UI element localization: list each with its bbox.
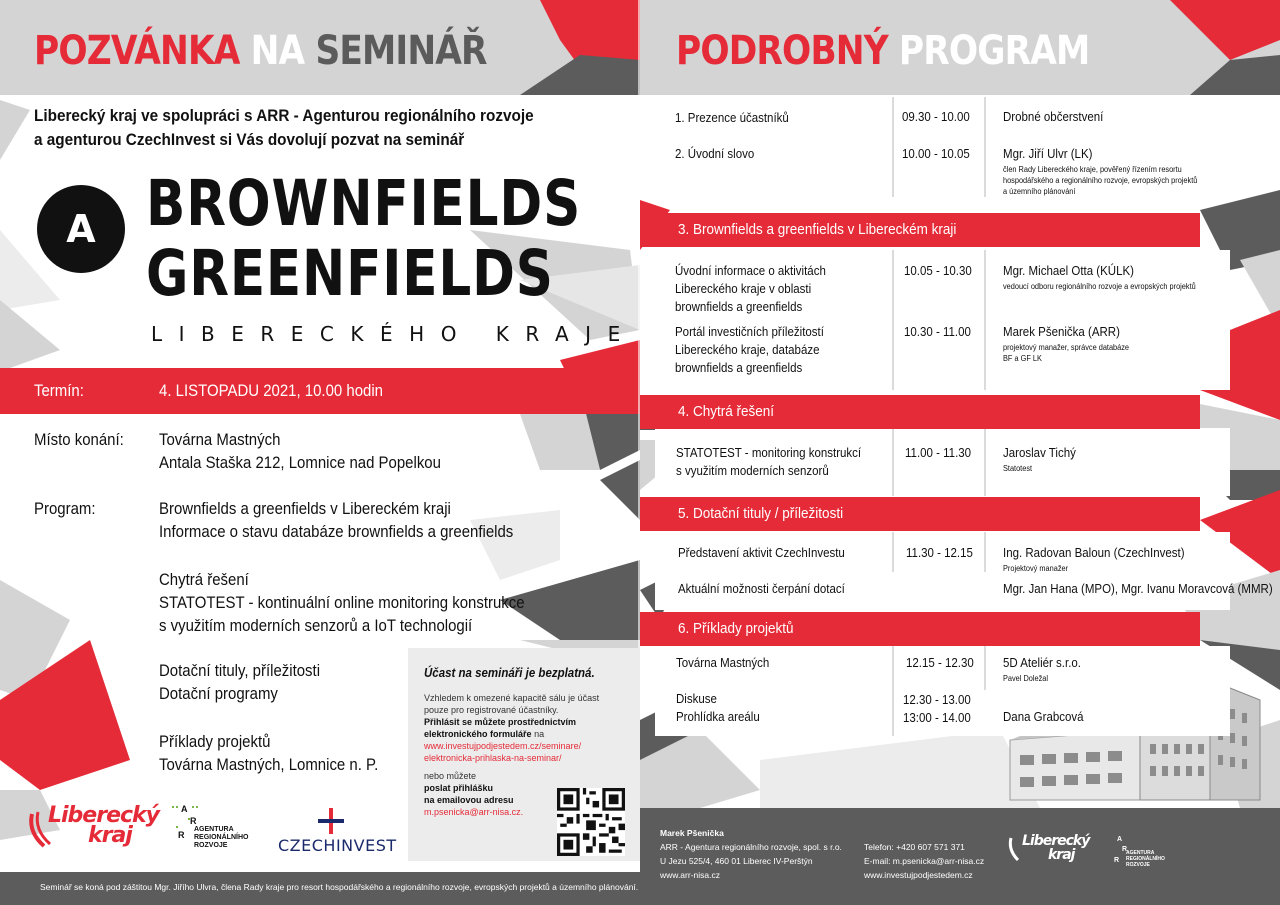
venue-name: Továrna Mastných (159, 430, 281, 449)
program-topic: Aktuální možnosti čerpání dotací (678, 582, 845, 596)
footer-contact-right: Telefon: +420 607 571 371 E-mail: m.psenicka@arr-nisa.cz www.investujpodjestedem.cz (864, 842, 985, 880)
logo-arr-line: REGIONÁLNÍHO (194, 834, 249, 841)
program-label: Program: (34, 499, 96, 518)
svg-text:A: A (181, 804, 188, 814)
program-topic: Továrna Mastných (676, 656, 770, 670)
section-bar-4: 4. Chytrá řešení (640, 395, 1200, 429)
intro-line: a agenturou CzechInvest si Vás dovolují pozvat na seminář (34, 130, 465, 149)
registration-title: Účast na semináři je bezplatná. (424, 666, 595, 680)
registration-line: elektronického formuláře (424, 729, 532, 739)
logo-arr-line: ROZVOJE (194, 842, 228, 849)
svg-text:A: A (1117, 836, 1123, 843)
program-item-line: Informace o stavu databáze brownfields a greenfields (159, 522, 514, 541)
logo-arr (172, 804, 249, 849)
program-speaker: Marek Pšenička (ARR) projektový manažer, správce databáze BF a GF LK (1003, 325, 1130, 363)
program-speaker: Mgr. Jiří Ulvr (LK) člen Rady Libereckého kraje, pověřený řízením resortu hospodářského a regionálního rozvoje, evropských projektů a územního plánování (1003, 147, 1198, 196)
badge-circle (37, 185, 125, 273)
program-time: 11.30 - 12.15 (906, 546, 973, 560)
registration-email-link[interactable]: m.psenicka@arr-nisa.cz. (424, 807, 524, 817)
header-word-1: POZVÁNKA (34, 28, 240, 74)
program-item (159, 497, 513, 543)
footer-logo-arr: A R R AGENTURA REGIONÁLNÍHO ROZVOJE (1110, 834, 1132, 871)
svg-text:R: R (178, 830, 185, 840)
program-speaker: 5D Ateliér s.r.o. Pavel Doležal (1003, 656, 1081, 683)
program-time: 10.00 - 10.05 (902, 147, 970, 161)
program-topic: Portál investičních příležitostí Libereckého kraje, databáze brownfields a greenfields (675, 325, 824, 375)
venue-label: Místo konání: (34, 430, 124, 449)
section-bar-6: 6. Příklady projektů (640, 612, 1200, 646)
term-value: 4. LISTOPADU 2021, 10.00 hodin (159, 381, 384, 400)
program-time: 12.15 - 12.30 (906, 656, 974, 670)
svg-text:R: R (1122, 846, 1128, 853)
program-time: 11.00 - 11.30 (905, 446, 972, 460)
program-item-head: Příklady projektů (159, 732, 271, 751)
czechinvest-cross-icon (316, 806, 346, 836)
program-speaker: Drobné občerstvení (1003, 110, 1104, 124)
program-item-line: s využitím moderních senzorů a IoT technologií (159, 616, 473, 635)
logo-czechinvest-text: CZECHINVEST (278, 836, 397, 855)
badge-letter: A (66, 207, 96, 251)
registration-text (424, 692, 624, 740)
venue-value (159, 428, 441, 474)
program-speaker: Dana Grabcová (1003, 710, 1084, 724)
header-word-2: NA (250, 28, 305, 74)
logo-lk-line: kraj (88, 823, 132, 848)
program-item (159, 659, 320, 705)
program-item-line: STATOTEST - kontinuální online monitoring konstrukce (159, 593, 525, 612)
venue-address: Antala Staška 212, Lomnice nad Popelkou (159, 453, 441, 472)
intro-text (34, 104, 538, 152)
program-topic: 2. Úvodní slovo (675, 147, 755, 161)
program-item-line: Továrna Mastných, Lomnice n. P. (159, 755, 379, 774)
footer-note: Seminář se koná pod záštitou Mgr. Jiřího Ulvra, člena Rady kraje pro resort hospodářského a regionálního rozvoje, evropských projektů a územního plánování. (40, 882, 639, 892)
program-item (159, 568, 525, 637)
program-topic: Představení aktivit CzechInvestu (678, 546, 845, 560)
main-subtitle: LIBERECKÉHO KRAJE (151, 322, 637, 346)
main-title-line-1: BROWNFIELDS (146, 167, 582, 240)
registration-email-text: nebo můžete poslat přihlášku na emailovou adresu (424, 771, 514, 805)
program-speaker: Jaroslav Tichý Statotest (1003, 446, 1076, 473)
liberecky-kraj-swoosh-icon (26, 808, 72, 850)
intro-line: Liberecký kraj ve spolupráci s ARR - Agenturou regionálního rozvoje (34, 106, 534, 125)
registration-line: pouze pro registrované účastníky. (424, 705, 559, 715)
program-topic: Úvodní informace o aktivitách Libereckého kraje v oblasti brownfields a greenfields (675, 264, 826, 314)
registration-line: Vzhledem k omezené kapacitě sálu je účast (424, 693, 600, 703)
footer-contact-left: Marek Pšenička ARR - Agentura regionálního rozvoje, spol. s r.o. U Jezu 525/4, 460 01 Liberec IV-Perštýn www.arr-nisa.cz (660, 828, 842, 880)
svg-text:R: R (1114, 857, 1120, 864)
registration-line: na (534, 729, 545, 739)
registration-link[interactable]: www.investujpodjestedem.cz/seminare/ elektronicka-prihlaska-na-seminar/ (424, 741, 582, 763)
program-time: 09.30 - 10.00 (902, 110, 970, 124)
program-speaker: Mgr. Michael Otta (KÚLK) vedoucí odboru regionálního rozvoje a evropských projektů (1003, 264, 1196, 291)
program-item (159, 730, 378, 776)
registration-line: Přihlásit se můžete prostřednictvím (424, 717, 577, 727)
header-word-3: SEMINÁŘ (315, 28, 487, 74)
logo-liberecky-kraj (30, 803, 160, 848)
program-speaker: Ing. Radovan Baloun (CzechInvest) Projektový manažer (1003, 546, 1185, 573)
header-word-2: PROGRAM (898, 28, 1090, 74)
program-item-head: Chytrá řešení (159, 570, 249, 589)
program-item-head: Brownfields a greenfields v Libereckém kraji (159, 499, 451, 518)
program-speaker: Mgr. Jan Hana (MPO), Mgr. Ivanu Moravcová (MMR) (1003, 582, 1273, 596)
program-item-head: Dotační tituly, příležitosti (159, 661, 321, 680)
term-label: Termín: (34, 381, 84, 400)
section-bar-3: 3. Brownfields a greenfields v Libereckém kraji (640, 213, 1200, 247)
program-item-line: Dotační programy (159, 684, 278, 703)
logo-arr-line: AGENTURA (194, 826, 234, 833)
header-word-1: PODROBNÝ (676, 28, 888, 74)
program-topic: 1. Prezence účastníků (675, 111, 789, 125)
liberecky-kraj-swoosh-icon (1006, 834, 1036, 864)
program-topic: Diskuse Prohlídka areálu (676, 692, 760, 724)
program-time: 10.30 - 11.00 (904, 325, 971, 339)
section-bar-5: 5. Dotační tituly / příležitosti (640, 497, 1200, 531)
left-header-title (34, 28, 487, 74)
svg-text:R: R (190, 816, 197, 826)
program-time: 12.30 - 13.00 13:00 - 14.00 (903, 693, 971, 725)
right-header-title (676, 28, 1089, 74)
qr-code-icon (557, 788, 625, 856)
program-time: 10.05 - 10.30 (904, 264, 972, 278)
program-topic: STATOTEST - monitoring konstrukcí s využitím moderních senzorů (676, 446, 862, 478)
logo-lk-line: Liberecký (48, 803, 160, 828)
footer-logo-liberecky-kraj: Liberecký kraj (1010, 834, 1089, 862)
main-title-line-2: GREENFIELDS (146, 237, 554, 310)
